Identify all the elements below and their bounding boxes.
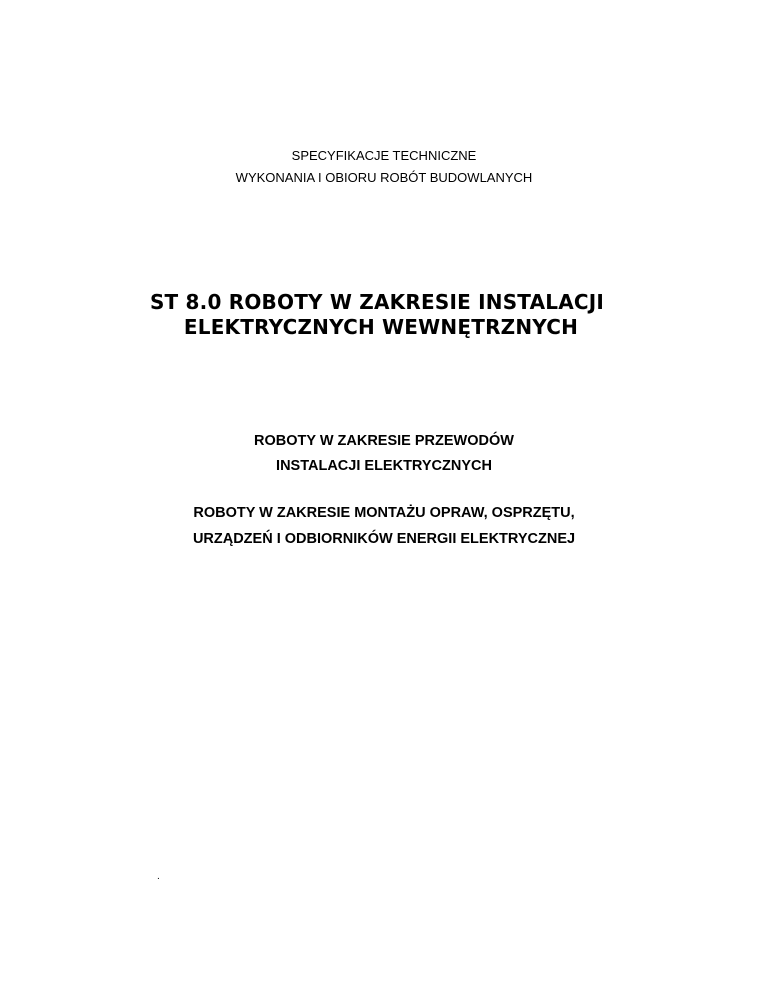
spec-header: [0, 145, 768, 189]
footnote-mark: .: [157, 871, 160, 882]
section-wiring-line-1: ROBOTY W ZAKRESIE PRZEWODÓW: [254, 433, 514, 449]
section-wiring: [0, 429, 768, 479]
spec-header-line-1: SPECYFIKACJE TECHNICZNE: [291, 148, 477, 163]
spec-header-line-2: WYKONANIA I OBIORU ROBÓT BUDOWLANYCH: [235, 170, 533, 185]
section-wiring-line-2: INSTALACJI ELEKTRYCZNYCH: [276, 458, 492, 474]
document-title-line-1: ST 8.0 ROBOTY W ZAKRESIE INSTALACJI: [149, 290, 605, 314]
section-fixtures-line-1: ROBOTY W ZAKRESIE MONTAŻU OPRAW, OSPRZĘTU,: [193, 505, 575, 521]
section-fixtures: [0, 500, 768, 552]
document-title: [0, 290, 768, 340]
document-title-line-2: ELEKTRYCZNYCH WEWNĘTRZNYCH: [183, 315, 579, 339]
section-fixtures-line-2: URZĄDZEŃ I ODBIORNIKÓW ENERGII ELEKTRYCZNEJ: [192, 531, 576, 547]
